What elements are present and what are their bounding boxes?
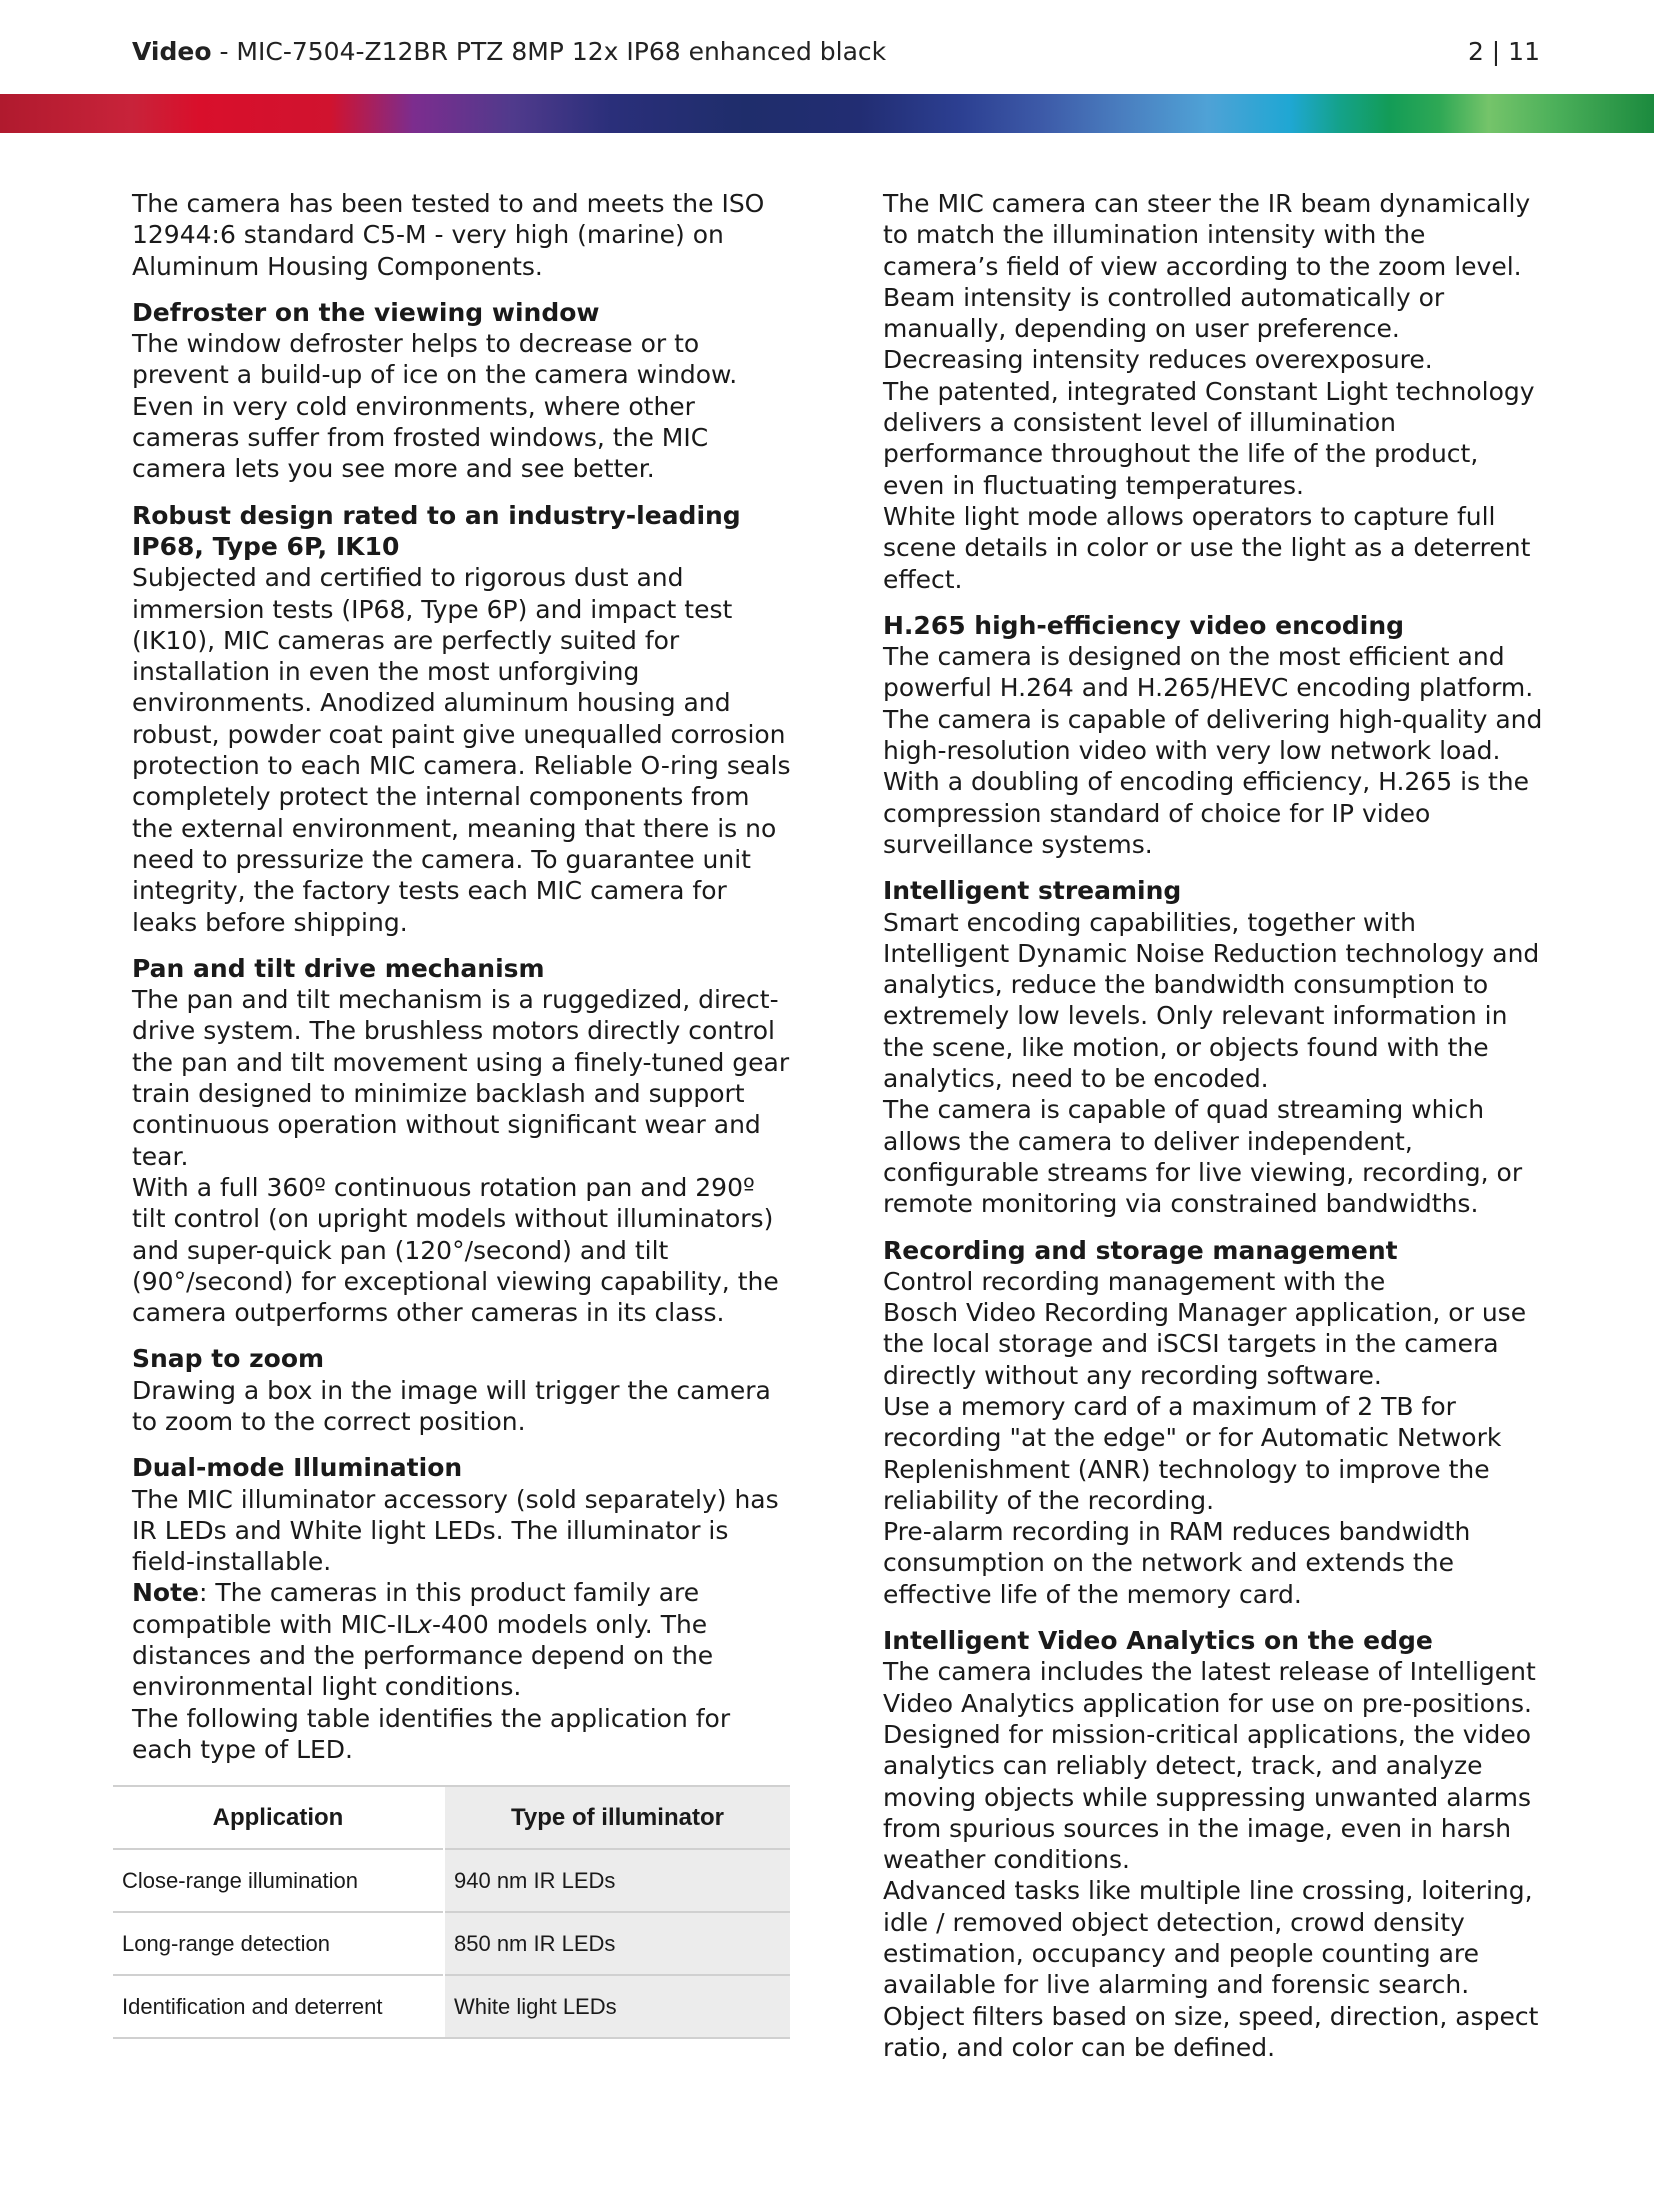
table-row <box>113 1912 790 1975</box>
h265-paragraph: The camera is designed on the most efficient and powerful H.264 and H.265/HEVC encoding platform. The camera is capable of delivering high-quality and high-resolution video with very low network load. With a doubling of encoding efficiency, H.265 is the compression standard of choice for IP video surveillance systems. <box>883 642 1543 859</box>
table-intro-paragraph: The following table identifies the application for each type of LED. <box>132 1703 731 1764</box>
snap-to-zoom-paragraph: Drawing a box in the image will trigger the camera to zoom to the correct position. <box>132 1375 771 1436</box>
video-analytics-heading: Intelligent Video Analytics on the edge <box>883 1626 1433 1656</box>
robust-design-paragraph: Subjected and certified to rigorous dust and immersion tests (IP68, Type 6P) and impact test (IK10), MIC cameras are perfectly suited for installation in even the most unforgiving environments. Anodized aluminum housing and robust, powder coat paint give unequalled corrosion protection to each MIC camera. Reliable O-ring seals completely protect the internal components from the external environment, meaning that there is no need to pressurize the camera. To guarantee unit integrity, the factory tests each MIC camera for leaks before shipping. <box>132 563 791 937</box>
video-analytics-paragraph-1: The camera includes the latest release of Intelligent Video Analytics application for use on pre-positions. Designed for mission-critical applications, the video analytics can reliably detect, track, and analyze moving objects while suppressing unwanted alarms from spurious sources in the image, even in harsh weather conditions. <box>883 1657 1536 1875</box>
note-text-b: -400 models only. The distances and the performance depend on the environmental light conditions. <box>132 1609 714 1702</box>
intelligent-streaming-paragraph-1: Smart encoding capabilities, together with Intelligent Dynamic Noise Reduction technology and analytics, reduce the bandwidth consumption to extremely low levels. Only relevant information in the scene, like motion, or objects found with the analytics, need to be encoded. <box>883 907 1540 1094</box>
note-label: Note <box>132 1578 200 1608</box>
table-header-illuminator-type: Type of illuminator <box>444 1786 790 1849</box>
page-number: 2 | 11 <box>1467 37 1540 66</box>
product-name: - MIC-7504-Z12BR PTZ 8MP 12x IP68 enhanced black <box>211 37 887 66</box>
table-cell-application: Identification and deterrent <box>113 1975 444 2038</box>
constant-light-paragraph: The patented, integrated Constant Light technology delivers a consistent level of illumination performance throughout the life of the product, even in fluctuating temperatures. <box>883 376 1535 500</box>
recording-paragraph-3: Pre-alarm recording in RAM reduces bandwidth consumption on the network and extends the effective life of the memory card. <box>883 1517 1471 1609</box>
table-cell-application: Long-range detection <box>113 1912 444 1975</box>
note-text-a: : The cameras in this product family are compatible with MIC-IL <box>132 1578 700 1639</box>
beam-intensity-paragraph: Beam intensity is controlled automatically or manually, depending on user preference. Decreasing intensity reduces overexposure. <box>883 282 1445 375</box>
pan-tilt-paragraph-2: With a full 360º continuous rotation pan and 290º tilt control (on upright models without illuminators) and super-quick pan (120°/second) and tilt (90°/second) for exceptional viewing capability, the camera outperforms other cameras in its class. <box>132 1172 779 1328</box>
page-header <box>132 34 1540 74</box>
pan-tilt-heading: Pan and tilt drive mechanism <box>132 953 545 983</box>
recording-line-b: Bosch Video Recording Manager application, or use the local storage and iSCSI targets in the camera directly without any recording software. <box>883 1298 1527 1390</box>
ir-beam-paragraph: The MIC camera can steer the IR beam dynamically to match the illumination intensity with the camera’s field of view according to the zoom level. <box>883 189 1531 281</box>
recording-heading: Recording and storage management <box>883 1235 1398 1265</box>
table-header-application: Application <box>113 1786 444 1849</box>
table-cell-application: Close-range illumination <box>113 1849 444 1912</box>
brand-color-band <box>0 94 1654 133</box>
table-cell-illuminator: 850 nm IR LEDs <box>444 1912 790 1975</box>
document-title <box>132 37 886 66</box>
video-analytics-paragraph-2: Advanced tasks like multiple line crossing, loitering, idle / removed object detection, crowd density estimation, occupancy and people counting are available for live alarming and forensic search. Object filters based on size, speed, direction, aspect ratio, and color can be defined. <box>883 1876 1539 2062</box>
table-row <box>113 1849 790 1912</box>
intelligent-streaming-heading: Intelligent streaming <box>883 876 1182 906</box>
defroster-paragraph: The window defroster helps to decrease or to prevent a build-up of ice on the camera window. Even in very cold environments, where other cameras suffer from frosted windows, the MIC camera lets you see more and see better. <box>132 329 738 484</box>
intro-paragraph: The camera has been tested to and meets the ISO 12944:6 standard C5-M - very high (marine) on Aluminum Housing Components. <box>132 189 765 281</box>
recording-paragraph-1 <box>883 1266 1543 1391</box>
illuminator-table <box>113 1785 790 2039</box>
table-header-row <box>113 1786 790 1849</box>
note-paragraph <box>132 1577 792 1702</box>
defroster-heading: Defroster on the viewing window <box>132 297 600 327</box>
right-column <box>883 188 1543 2063</box>
pan-tilt-paragraph-1: The pan and tilt mechanism is a ruggedized, direct-drive system. The brushless motors directly control the pan and tilt movement using a finely-tuned gear train designed to minimize backlash and support continuous operation without significant wear and tear. <box>132 985 790 1171</box>
table-row <box>113 1975 790 2038</box>
robust-design-heading: Robust design rated to an industry-leading IP68, Type 6P, IK10 <box>132 500 741 561</box>
recording-paragraph-2: Use a memory card of a maximum of 2 TB for recording "at the edge" or for Automatic Network Replenishment (ANR) technology to improve the reliability of the recording. <box>883 1391 1502 1515</box>
intelligent-streaming-paragraph-2: The camera is capable of quad streaming which allows the camera to deliver independent, configurable streams for live viewing, recording, or remote monitoring via constrained bandwidths. <box>883 1095 1523 1219</box>
white-light-paragraph: White light mode allows operators to capture full scene details in color or use the light as a deterrent effect. <box>883 501 1531 594</box>
document-category: Video <box>132 37 212 66</box>
dual-illumination-heading: Dual-mode Illumination <box>132 1453 463 1483</box>
dual-illumination-paragraph: The MIC illuminator accessory (sold separately) has IR LEDs and White light LEDs. The illuminator is field-installable. <box>132 1484 779 1577</box>
left-column <box>132 188 792 1780</box>
recording-line-a: Control recording management with the <box>883 1266 1386 1296</box>
snap-to-zoom-heading: Snap to zoom <box>132 1344 325 1374</box>
h265-heading: H.265 high-efficiency video encoding <box>883 610 1405 640</box>
note-text-variable: x <box>417 1609 432 1639</box>
table-cell-illuminator: White light LEDs <box>444 1975 790 2038</box>
table-cell-illuminator: 940 nm IR LEDs <box>444 1849 790 1912</box>
